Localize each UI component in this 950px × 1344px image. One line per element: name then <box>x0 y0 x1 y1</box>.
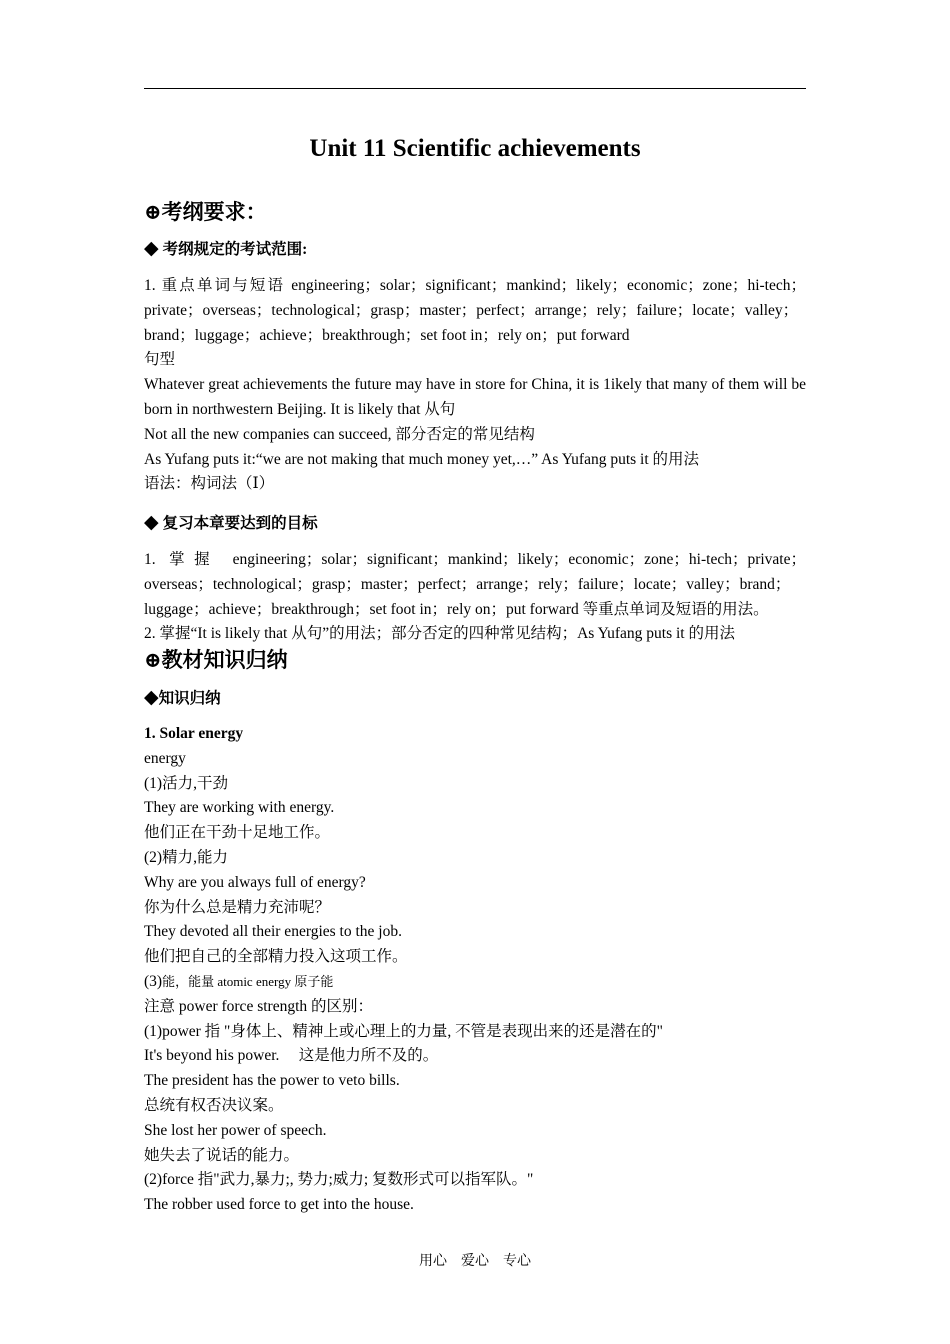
sentence-pattern-3: As Yufang puts it:“we are not making that much money yet,…” As Yufang puts it 的用法 <box>144 450 700 468</box>
text-line: energy <box>144 749 186 767</box>
goal-1: 1. 掌握 engineering；solar；significant；mankind；likely；economic；zone；hi-tech；private；overseas；technological；grasp；master；perfect；arrange；rely；failure；locate；valley；brand；luggage；achieve；breakthrough；set foot in；rely on；put forward 等重点单词及短语的用法。 <box>144 551 806 618</box>
section-heading-knowledge-summary: ⊕教材知识归纳 <box>144 648 288 672</box>
subheading-label: 考纲规定的考试范围: <box>162 241 308 258</box>
goal-2: 2. 掌握“It is likely that 从句”的用法；部分否定的四种常见结构；As Yufang puts it 的用法 <box>144 625 735 643</box>
diamond-bullet-icon: ◆ <box>144 238 159 259</box>
text-line: They devoted all their energies to the job. <box>144 923 402 941</box>
text-line-atomic-energy <box>144 970 806 995</box>
section-heading-exam-requirements: ⊕考纲要求： <box>144 200 267 224</box>
subheading-exam-scope <box>144 238 307 261</box>
subheading-label: 知识归纳 <box>158 690 221 707</box>
sentence-pattern-label: 句型 <box>144 351 176 369</box>
text-line: The robber used force to get into the house. <box>144 1196 414 1214</box>
diamond-bullet-icon: ◆ <box>144 512 159 533</box>
item-text: 能，能量 atomic energy 原子能 <box>162 973 334 989</box>
text-line: 你为什么总是精力充沛呢？ <box>144 898 331 916</box>
text-line: (2)force 指"武力,暴力;, 势力;威力; 复数形式可以指军队。" <box>144 1171 534 1189</box>
subheading-review-goals <box>144 512 318 535</box>
text-line: The president has the power to veto bills. <box>144 1072 400 1090</box>
text-line: They are working with energy. <box>144 799 335 817</box>
page-title: Unit 11 Scientific achievements <box>309 135 641 162</box>
key-vocabulary: 1. 重点单词与短语 engineering；solar；significant；mankind；likely；economic；zone；hi-tech；private；overseas；technological；grasp；master；perfect；arrange；rely；failure；locate；valley；brand；luggage；achieve；breakthrough；set foot in；rely on；put forward <box>144 277 806 344</box>
item-title-solar-energy: 1. Solar energy <box>144 725 244 742</box>
item-number: (3) <box>144 972 163 990</box>
text-line: 总统有权否决议案。 <box>144 1096 284 1114</box>
text-line: She lost her power of speech. <box>144 1121 327 1139</box>
exam-scope-content <box>144 274 806 497</box>
knowledge-content <box>144 722 806 1218</box>
header-rule <box>144 88 806 89</box>
review-goals-content <box>144 548 806 647</box>
text-line: 他们把自己的全部精力投入这项工作。 <box>144 948 408 966</box>
text-line: (1)power 指 "身体上、精神上或心理上的力量, 不管是表现出来的还是潜在的" <box>144 1022 663 1040</box>
text-line: 她失去了说话的能力。 <box>144 1146 300 1164</box>
text-line: 注意 power force strength 的区别： <box>144 997 374 1015</box>
sentence-pattern-2: Not all the new companies can succeed, 部分否定的常见结构 <box>144 425 535 443</box>
subheading-label: 复习本章要达到的目标 <box>162 515 318 532</box>
text-line: 他们正在干劲十足地工作。 <box>144 824 331 842</box>
sentence-pattern-1: Whatever great achievements the future may have in store for China, it is 1ikely that many of them will be born in northwestern Beijing. It is likely that 从句 <box>144 376 806 418</box>
text-line: It's beyond his power. 这是他力所不及的。 <box>144 1047 439 1065</box>
text-line: (1)活力,干劲 <box>144 774 228 792</box>
diamond-bullet-icon: ◆ <box>144 687 159 708</box>
text-line: Why are you always full of energy? <box>144 873 366 891</box>
text-line: (2)精力,能力 <box>144 848 228 866</box>
subheading-knowledge <box>144 687 221 710</box>
page-footer: 用心 爱心 专心 <box>419 1254 531 1269</box>
grammar-line: 语法：构词法（Ⅰ） <box>144 475 275 493</box>
